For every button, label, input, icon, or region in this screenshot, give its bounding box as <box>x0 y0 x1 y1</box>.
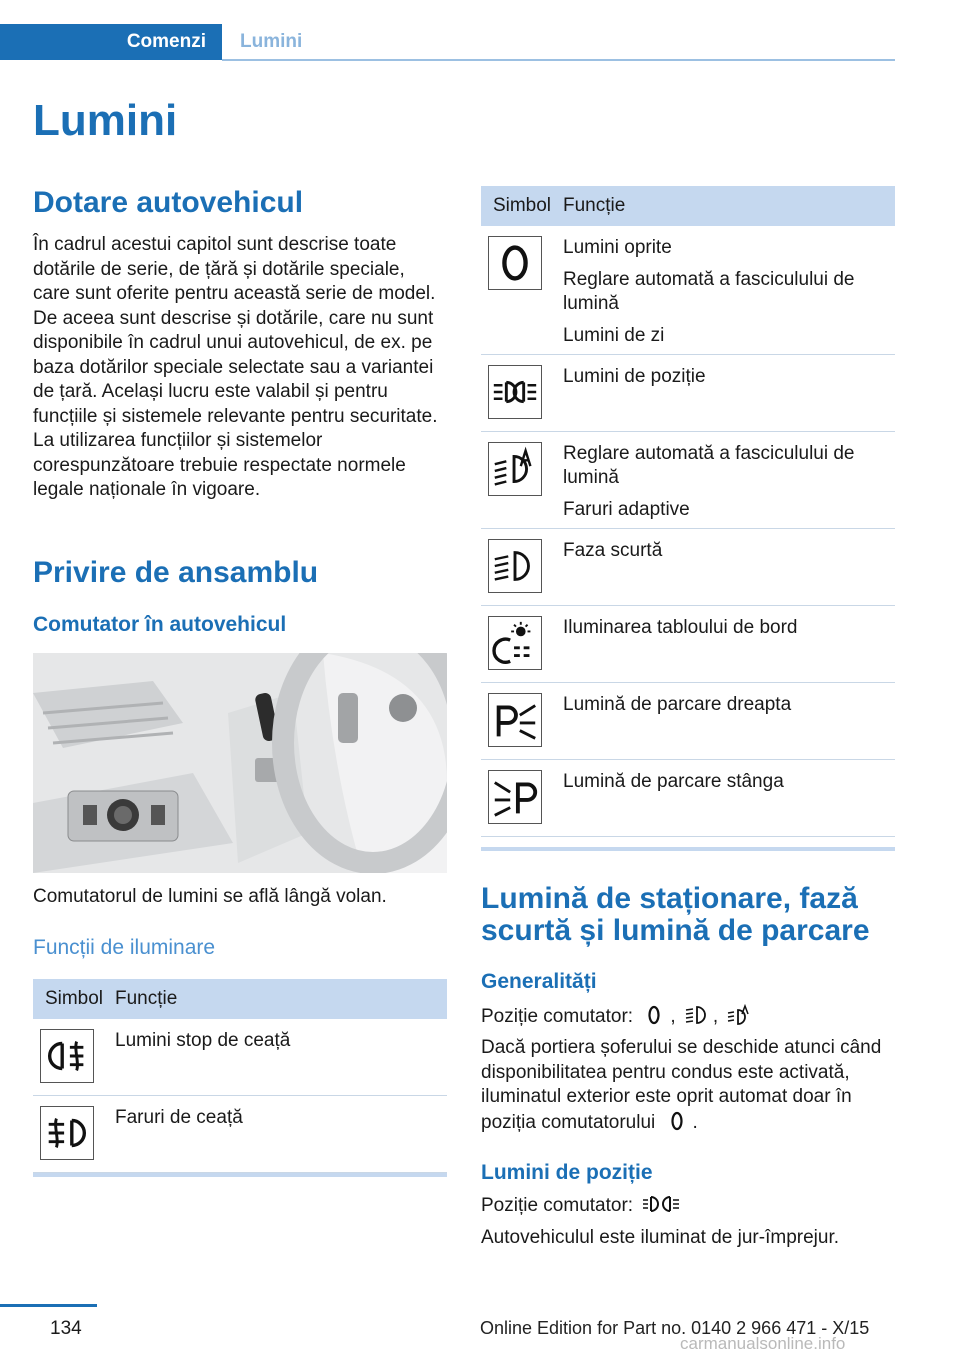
general-switch-position: Poziție comutator: , , <box>481 1004 895 1030</box>
footer-rule <box>0 1304 97 1307</box>
front-fog-light-icon <box>40 1106 94 1160</box>
lighting-functions-table-right <box>481 186 895 851</box>
table-header <box>33 979 447 1019</box>
col-function: Funcție <box>115 988 178 1009</box>
light-switch-photo <box>33 653 447 873</box>
functions-heading: Funcții de iluminare <box>33 936 216 959</box>
table-row <box>481 226 895 355</box>
equipment-heading: Dotare autovehicul <box>33 186 304 219</box>
table-end-rule <box>33 1173 447 1177</box>
col-function: Funcție <box>563 195 626 216</box>
standing-heading-line2: scurtă și lumină de parcare <box>481 914 870 947</box>
parking-lights-icon <box>641 1193 681 1215</box>
table-row <box>481 760 895 837</box>
parking-switch-label: Poziție comutator: <box>481 1195 634 1216</box>
standing-heading-line1: Lumină de staționare, fază <box>481 882 858 915</box>
header-divider <box>222 59 895 61</box>
switch-heading: Comutator în autovehicul <box>33 613 287 636</box>
table-row <box>481 529 895 606</box>
function-text: Lumină de parcare stânga <box>563 771 784 792</box>
tab-lumini[interactable]: Lumini <box>240 31 303 52</box>
function-text: Iluminarea tabloului de bord <box>563 617 798 638</box>
tab-comenzi[interactable]: Comenzi <box>0 24 222 60</box>
function-text: Lumini de poziție <box>563 366 706 387</box>
function-text: Faruri de ceață <box>115 1107 243 1128</box>
auto-headlight-icon <box>488 442 542 496</box>
parking-body: Autovehiculul este iluminat de jur-împrejur. <box>481 1227 840 1248</box>
auto-headlight-icon <box>726 1004 752 1026</box>
lights-off-zero-icon <box>664 1110 690 1132</box>
parking-heading: Lumini de poziție <box>481 1161 653 1184</box>
page-header <box>0 0 895 62</box>
switch-position-label: Poziție comutator: <box>481 1006 634 1027</box>
function-text: Lumini oprite <box>563 237 672 258</box>
general-body <box>481 1036 895 1135</box>
table-row <box>481 606 895 683</box>
parking-light-left-icon <box>488 770 542 824</box>
lights-off-zero-icon <box>641 1004 667 1026</box>
table-end-rule <box>481 847 895 851</box>
general-heading: Generalități <box>481 970 597 993</box>
instrument-lighting-icon <box>488 616 542 670</box>
parking-light-right-icon <box>488 693 542 747</box>
function-text: Reglare automată a fasciculului de lumină <box>563 443 855 488</box>
function-text: Faruri adaptive <box>563 499 690 520</box>
table-row <box>481 432 895 529</box>
page-number: 134 <box>50 1318 82 1339</box>
function-text: Faza scurtă <box>563 540 663 561</box>
equipment-body: În cadrul acestui capitol sunt descrise toate dotările de serie, de țără și dotările speciale, care sunt oferite pentru această serie de model. De aceea sunt descrise și dotările, care nu sunt disponibile în cadrul unui autovehicul, de ex. pe baza dotărilor speciale selectate sau a variantei de țară. Același lucru este valabil și pentru funcțiile și sistemele relevante pentru securitate. La utilizarea funcțiilor și sistemelor corespunzătoare trebuie respectate normele legale naționale în vigoare. <box>33 234 438 500</box>
overview-heading: Privire de ansamblu <box>33 556 319 589</box>
table-row <box>33 1096 447 1173</box>
table-header <box>481 186 895 226</box>
low-beam-icon <box>684 1004 710 1026</box>
function-text: Reglare automată a fasciculului de lumină <box>563 269 855 314</box>
switch-caption: Comutatorul de lumini se află lângă volan. <box>33 886 387 907</box>
col-symbol: Simbol <box>492 195 552 216</box>
table-row <box>481 683 895 760</box>
watermark: carmanualsonline.info <box>680 1334 846 1353</box>
low-beam-icon <box>488 539 542 593</box>
general-body-end: . <box>692 1111 698 1133</box>
col-symbol: Simbol <box>44 988 104 1009</box>
general-body-text: Dacă portiera șoferului se deschide atunci când disponibilitatea pentru condus este activată, iluminatul exterior este oprit automat doar în poziția comutatorului <box>481 1037 882 1133</box>
lights-off-zero-icon <box>488 236 542 290</box>
function-text: Lumini stop de ceață <box>115 1030 291 1051</box>
function-text: Lumină de parcare dreapta <box>563 694 792 715</box>
page-title: Lumini <box>33 96 178 145</box>
table-row <box>33 1019 447 1096</box>
parking-lights-icon <box>488 365 542 419</box>
parking-switch-position <box>481 1193 895 1219</box>
lighting-functions-table-left <box>33 979 447 1177</box>
edition-note: Online Edition for Part no. 0140 2 966 471 - X/15 <box>480 1318 870 1338</box>
table-row <box>481 355 895 432</box>
function-text: Lumini de zi <box>563 325 665 346</box>
rear-fog-light-icon <box>40 1029 94 1083</box>
